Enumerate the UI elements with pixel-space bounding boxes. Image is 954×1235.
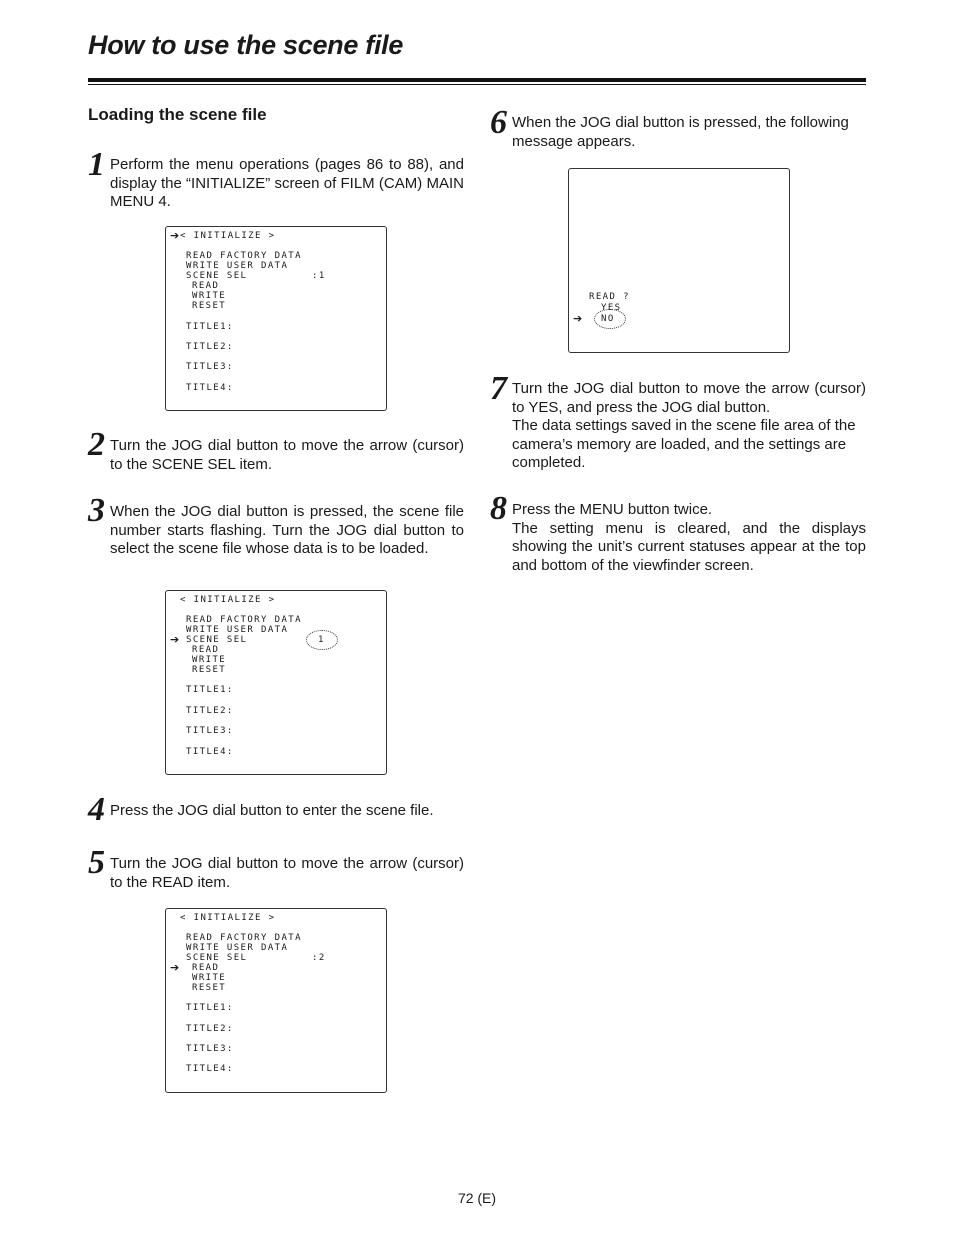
section-heading: Loading the scene file <box>88 105 267 124</box>
menu-item-reset: RESET <box>192 665 227 675</box>
step-number: 7 <box>490 370 507 407</box>
menu-item-title2: TITLE2: <box>186 706 234 716</box>
scene-sel-value: :1 <box>312 271 326 281</box>
scene-sel-value: :2 <box>312 953 326 963</box>
initialize-screen-2 <box>165 590 387 775</box>
initialize-screen-3 <box>165 908 387 1093</box>
menu-item-write-user: WRITE USER DATA <box>186 625 289 635</box>
menu-item-title3: TITLE3: <box>186 726 234 736</box>
menu-item-write-user: WRITE USER DATA <box>186 261 289 271</box>
menu-item-read-factory: READ FACTORY DATA <box>186 933 302 943</box>
menu-item-read: READ <box>192 281 220 291</box>
menu-item-write: WRITE <box>192 655 227 665</box>
confirm-screen <box>568 168 790 353</box>
menu-header: < INITIALIZE > <box>180 231 276 241</box>
menu-item-title3: TITLE3: <box>186 1044 234 1054</box>
confirm-yes: YES <box>601 303 622 313</box>
initialize-screen-1 <box>165 226 387 411</box>
step-number: 5 <box>88 844 105 881</box>
scene-sel-value: 1 <box>318 635 325 645</box>
menu-item-scene-sel: SCENE SEL <box>186 271 248 281</box>
menu-header: < INITIALIZE > <box>180 913 276 923</box>
step-8-detail: The setting menu is cleared, and the displays showing the unit’s current statuses appear at the top and bottom of the viewfinder screen. <box>512 519 866 574</box>
step-7-text: Turn the JOG dial button to move the arrow (cursor) to YES, and press the JOG dial button. <box>512 380 866 416</box>
menu-header: < INITIALIZE > <box>180 595 276 605</box>
menu-item-read-factory: READ FACTORY DATA <box>186 615 302 625</box>
step-5-text: Turn the JOG dial button to move the arrow (cursor) to the READ item. <box>110 855 464 891</box>
confirm-question: READ ? <box>589 292 630 302</box>
step-text <box>512 114 866 151</box>
step-number: 3 <box>88 492 105 529</box>
menu-item-title1: TITLE1: <box>186 685 234 695</box>
step-number: 6 <box>490 104 507 141</box>
step-text <box>110 437 464 474</box>
menu-item-title1: TITLE1: <box>186 1003 234 1013</box>
menu-item-title4: TITLE4: <box>186 747 234 757</box>
cursor-arrow-icon: ➔ <box>573 312 583 325</box>
menu-item-write: WRITE <box>192 973 227 983</box>
step-3-text: When the JOG dial button is pressed, the scene file number starts flashing. Turn the JOG dial button to select the scene file whose data is to be loaded. <box>110 503 464 558</box>
step-number: 1 <box>88 146 105 183</box>
menu-item-read: READ <box>192 645 220 655</box>
title-rule-thick <box>88 78 866 82</box>
step-number: 8 <box>490 490 507 527</box>
menu-item-title2: TITLE2: <box>186 342 234 352</box>
menu-item-read-factory: READ FACTORY DATA <box>186 251 302 261</box>
menu-item-scene-sel: SCENE SEL <box>186 635 248 645</box>
menu-item-reset: RESET <box>192 301 227 311</box>
step-text <box>512 501 866 575</box>
page-title: How to use the scene file <box>88 30 404 60</box>
step-6-text: When the JOG dial button is pressed, the following message appears. <box>512 114 849 150</box>
menu-item-title4: TITLE4: <box>186 383 234 393</box>
step-1-text: Perform the menu operations (pages 86 to 88), and display the “INITIALIZE” screen of FILM (CAM) MAIN MENU 4. <box>110 156 464 211</box>
menu-item-title4: TITLE4: <box>186 1064 234 1074</box>
cursor-arrow-icon: ➔ <box>170 229 180 242</box>
page-number: 72 (E) <box>457 1190 497 1206</box>
menu-item-write-user: WRITE USER DATA <box>186 943 289 953</box>
menu-item-title1: TITLE1: <box>186 322 234 332</box>
title-rule-thin <box>88 84 866 85</box>
step-number: 2 <box>88 426 105 463</box>
step-7-detail: The data settings saved in the scene file area of the camera’s memory are loaded, and the settings are completed. <box>512 417 856 472</box>
menu-item-read: READ <box>192 963 220 973</box>
step-text <box>110 156 464 212</box>
menu-item-title2: TITLE2: <box>186 1024 234 1034</box>
step-text <box>110 855 464 892</box>
cursor-arrow-icon: ➔ <box>170 633 180 646</box>
cursor-arrow-icon: ➔ <box>170 961 180 974</box>
confirm-no: NO <box>601 314 615 324</box>
step-2-text: Turn the JOG dial button to move the arrow (cursor) to the SCENE SEL item. <box>110 437 464 473</box>
step-number: 4 <box>88 791 105 828</box>
menu-item-reset: RESET <box>192 983 227 993</box>
step-text <box>110 503 464 559</box>
step-text <box>512 380 866 473</box>
step-8-text: Press the MENU button twice. <box>512 501 713 518</box>
step-4-text: Press the JOG dial button to enter the scene file. <box>110 802 434 819</box>
menu-item-scene-sel: SCENE SEL <box>186 953 248 963</box>
menu-item-write: WRITE <box>192 291 227 301</box>
step-text <box>110 802 464 821</box>
menu-item-title3: TITLE3: <box>186 362 234 372</box>
